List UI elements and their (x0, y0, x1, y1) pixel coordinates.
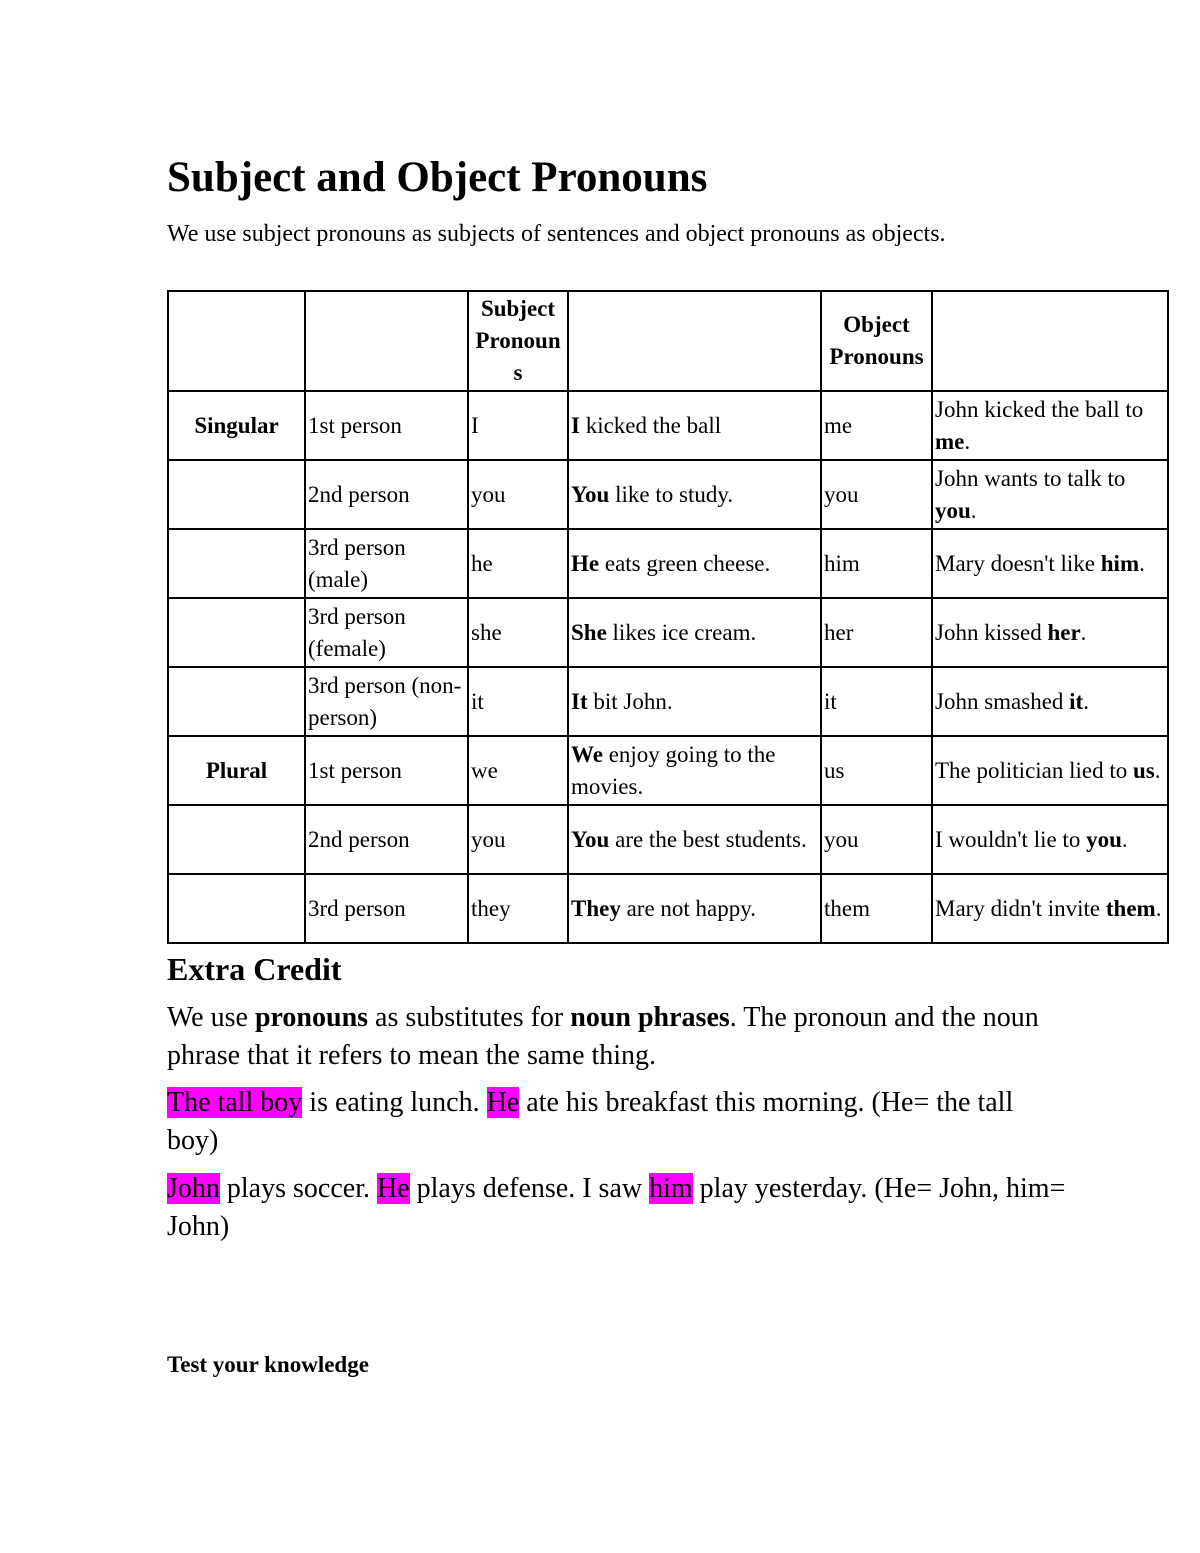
object-example-post: . (1154, 757, 1161, 783)
group-cell: Singular (168, 391, 305, 460)
test-heading: Test your knowledge (167, 1352, 369, 1377)
subject-example-cell (568, 391, 821, 460)
object-pronoun-cell: you (821, 805, 932, 874)
object-example-bold: them (1105, 895, 1156, 921)
table-header-row (168, 291, 1168, 391)
header-cell-empty (305, 291, 468, 391)
text: is eating lunch. (302, 1087, 487, 1118)
table-row (168, 529, 1168, 598)
header-cell-empty (932, 291, 1168, 391)
example-paragraph-1 (167, 1084, 1067, 1160)
object-pronoun-cell: her (821, 598, 932, 667)
person-cell: 3rd person (male) (305, 529, 468, 598)
subject-example-bold: You (571, 826, 610, 852)
highlighted-phrase: He (486, 1087, 520, 1118)
text: play yesterday. (He= John, him= John) (167, 1173, 1066, 1242)
object-example-post: . (1083, 688, 1089, 714)
person-cell: 2nd person (305, 460, 468, 529)
object-example-cell (932, 598, 1168, 667)
object-example-pre: Mary doesn't like (935, 550, 1101, 576)
table-row (168, 598, 1168, 667)
object-example-bold: her (1047, 619, 1081, 645)
object-pronoun-cell: you (821, 460, 932, 529)
header-object-pronouns: Object Pronouns (821, 291, 932, 391)
group-cell (168, 460, 305, 529)
object-example-post: . (970, 497, 977, 523)
subject-example-bold: It (571, 688, 588, 714)
text: We use (167, 1002, 255, 1033)
subject-pronoun-cell: you (468, 805, 568, 874)
subject-pronoun-cell: he (468, 529, 568, 598)
object-example-pre: I wouldn't lie to (935, 826, 1087, 852)
table-row (168, 805, 1168, 874)
group-cell (168, 598, 305, 667)
subject-example-rest: likes ice cream. (606, 619, 757, 645)
object-pronoun-cell: it (821, 667, 932, 736)
subject-example-rest: like to study. (609, 481, 734, 507)
subject-pronoun-cell: I (468, 391, 568, 460)
object-example-bold: me (935, 428, 965, 454)
object-example-bold: it (1069, 688, 1084, 714)
object-pronoun-cell: us (821, 736, 932, 805)
object-example-cell (932, 460, 1168, 529)
object-example-pre: John wants to talk to (935, 465, 1126, 491)
header-subject-pronouns: Subject Pronouns (468, 291, 568, 391)
object-example-cell (932, 391, 1168, 460)
subject-example-cell (568, 874, 821, 943)
subject-example-bold: She (571, 619, 607, 645)
subject-example-rest: eats green cheese. (599, 550, 771, 576)
object-pronoun-cell: him (821, 529, 932, 598)
subject-pronoun-cell: you (468, 460, 568, 529)
text: as substitutes for (368, 1002, 571, 1033)
text: . The pronoun and the noun phrase that it refers to mean the same thing. (167, 1002, 1039, 1071)
subject-example-cell (568, 667, 821, 736)
subject-example-rest: enjoy going to the movies. (571, 741, 776, 799)
object-example-bold: us (1133, 757, 1155, 783)
highlighted-phrase: him (649, 1173, 693, 1204)
person-cell: 2nd person (305, 805, 468, 874)
subject-example-rest: bit John. (587, 688, 673, 714)
bold-term: pronouns (254, 1002, 369, 1033)
subject-example-bold: I (571, 412, 580, 438)
table-row (168, 460, 1168, 529)
extra-credit-heading: Extra Credit (167, 951, 342, 987)
object-example-pre: John kissed (935, 619, 1048, 645)
subject-example-rest: kicked the ball (579, 412, 722, 438)
highlighted-phrase: The tall boy (167, 1087, 303, 1118)
subject-example-cell (568, 805, 821, 874)
group-cell (168, 529, 305, 598)
subject-pronoun-cell: she (468, 598, 568, 667)
subject-pronoun-cell: it (468, 667, 568, 736)
person-cell: 1st person (305, 391, 468, 460)
subject-example-cell (568, 598, 821, 667)
object-example-post: . (1080, 619, 1087, 645)
highlighted-phrase: John (167, 1173, 220, 1204)
highlighted-phrase: He (376, 1173, 410, 1204)
object-example-cell (932, 529, 1168, 598)
subject-pronoun-cell: we (468, 736, 568, 805)
object-example-post: . (1121, 826, 1128, 852)
object-example-pre: Mary didn't invite (935, 895, 1106, 921)
object-example-cell (932, 805, 1168, 874)
person-cell: 3rd person (305, 874, 468, 943)
subject-example-cell (568, 529, 821, 598)
group-cell (168, 667, 305, 736)
person-cell: 3rd person (non-person) (305, 667, 468, 736)
intro-text: We use subject pronouns as subjects of sentences and object pronouns as objects. (167, 221, 946, 247)
object-pronoun-cell: them (821, 874, 932, 943)
bold-term: noun phrases (570, 1002, 730, 1033)
table-row (168, 667, 1168, 736)
header-cell-empty (168, 291, 305, 391)
subject-pronoun-cell: they (468, 874, 568, 943)
object-example-post: . (964, 428, 971, 454)
object-pronoun-cell: me (821, 391, 932, 460)
object-example-bold: him (1100, 550, 1140, 576)
group-cell (168, 874, 305, 943)
object-example-bold: you (1086, 826, 1122, 852)
header-cell-empty (568, 291, 821, 391)
subject-example-cell (568, 736, 821, 805)
subject-example-rest: are not happy. (620, 895, 757, 921)
subject-example-rest: are the best students. (609, 826, 807, 852)
subject-example-bold: You (571, 481, 610, 507)
text: ate his breakfast this morning. (He= the tall boy) (167, 1087, 1014, 1156)
text: plays defense. I saw (409, 1173, 650, 1204)
object-example-cell (932, 736, 1168, 805)
group-cell (168, 805, 305, 874)
object-example-cell (932, 874, 1168, 943)
person-cell: 3rd person (female) (305, 598, 468, 667)
object-example-cell (932, 667, 1168, 736)
person-cell: 1st person (305, 736, 468, 805)
subject-example-bold: We (571, 741, 603, 767)
table-row (168, 391, 1168, 460)
subject-example-bold: He (571, 550, 600, 576)
subject-example-bold: They (571, 895, 621, 921)
object-example-post: . (1155, 895, 1162, 921)
object-example-pre: John smashed (935, 688, 1070, 714)
page-title: Subject and Object Pronouns (167, 154, 708, 201)
group-cell: Plural (168, 736, 305, 805)
object-example-pre: The politician lied to (935, 757, 1134, 783)
object-example-post: . (1139, 550, 1145, 576)
pronoun-table (167, 290, 1169, 944)
extra-credit-paragraph (167, 999, 1067, 1075)
text: plays soccer. (219, 1173, 377, 1204)
table-row (168, 874, 1168, 943)
example-paragraph-2 (167, 1170, 1067, 1246)
table-row (168, 736, 1168, 805)
object-example-pre: John kicked the ball to (935, 396, 1144, 422)
object-example-bold: you (935, 497, 971, 523)
subject-example-cell (568, 460, 821, 529)
